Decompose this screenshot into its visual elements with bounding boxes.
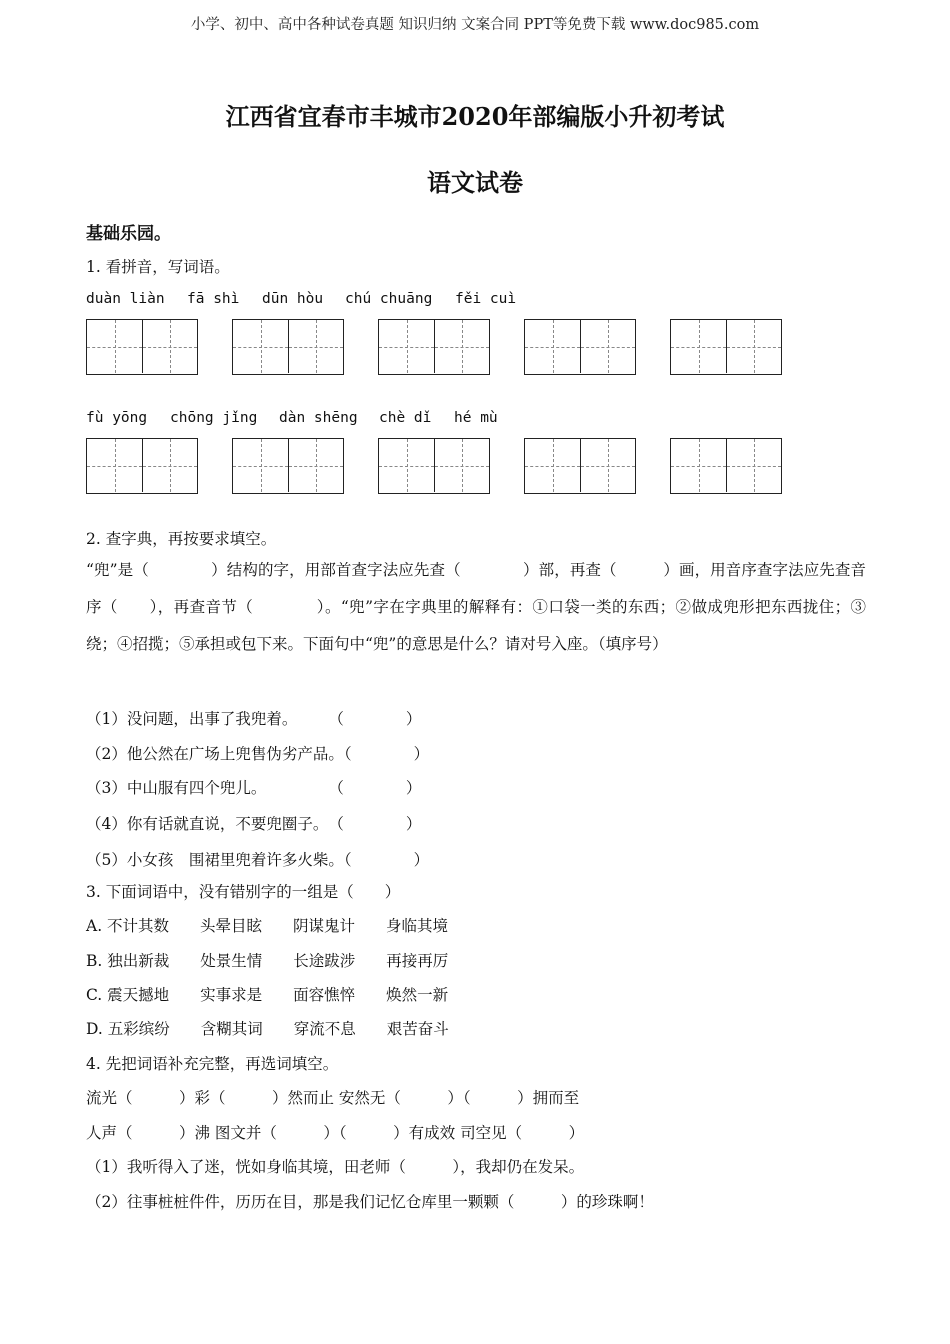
pinyin: chú chuāng [345,291,433,307]
q4-words-line-1: 流光（ ）彩（ ）然而止 安然无（ ）（ ）拥而至 [86,1089,580,1107]
writing-grid[interactable] [670,319,782,375]
q2-paragraph: “兜”是（ ）结构的字，用部首查字法应先查（ ）部，再查（ ）画，用音序查字法应先查音序（ ），再查音节（ ）。“兜”字在字典里的解释有：①口袋一类的东西；②做成兜形把东西拢住；③绕；④招揽；⑤承担或包下来。下面句中“兜”的意思是什么？请对号入座。（填序号） [86,561,866,653]
writing-grid[interactable] [524,319,636,375]
q3-option-d: D. 五彩缤纷 含糊其词 穿流不息 艰苦奋斗 [86,1020,449,1038]
q1-prompt: 1. 看拼音，写词语。 [86,258,230,276]
pinyin: fā shì [187,291,240,307]
q2-prompt: 2. 查字典，再按要求填空。 [86,530,277,548]
writing-grid[interactable] [670,438,782,494]
exam-title: 江西省宜春市丰城市2020年部编版小升初考试 [225,102,725,131]
pinyin: hé mù [454,410,498,426]
pinyin: dàn shēng [279,410,358,426]
q4-sentence-2: （2）往事桩桩件件，历历在目，那是我们记忆仓库里一颗颗（ ）的珍珠啊！ [86,1193,654,1211]
writing-grid[interactable] [86,319,198,375]
pinyin: duàn liàn [86,291,165,307]
page-header: 小学、初中、高中各种试卷真题 知识归纳 文案合同 PPT等免费下载 www.doc985.com [190,17,760,33]
pinyin: fěi cuì [455,291,517,307]
writing-grid[interactable] [524,438,636,494]
exam-subtitle: 语文试卷 [427,168,523,197]
pinyin: fù yōng [86,410,148,426]
q3-prompt: 3. 下面词语中，没有错别字的一组是（ ） [86,883,401,901]
q3-option-b: B. 独出新裁 处景生情 长途跋涉 再接再厉 [86,952,449,970]
writing-grid[interactable] [86,438,198,494]
q4-sentence-1: （1）我听得入了迷，恍如身临其境，田老师（ ），我却仍在发呆。 [86,1158,585,1176]
writing-grid[interactable] [378,319,490,375]
writing-grid[interactable] [378,438,490,494]
q2-item-5: （5）小女孩 围裙里兜着许多火柴。（ ） [86,851,430,869]
q3-option-a: A. 不计其数 头晕目眩 阴谋鬼计 身临其境 [86,917,449,935]
pinyin: chè dǐ [379,410,432,426]
section-heading: 基础乐园。 [86,224,171,244]
q2-item-4: （4）你有话就直说，不要兜圈子。 （ ） [86,815,422,833]
q2-item-1: （1）没问题，出事了我兜着。 （ ） [86,710,422,728]
writing-grid[interactable] [232,438,344,494]
pinyin: chōng jǐng [170,410,258,426]
pinyin: dūn hòu [262,291,324,307]
q4-prompt: 4. 先把词语补充完整，再选词填空。 [86,1055,339,1073]
q2-item-2: （2）他公然在广场上兜售伪劣产品。（ ） [86,745,430,763]
q3-option-c: C. 震天撼地 实事求是 面容憔悴 焕然一新 [86,986,449,1004]
writing-grid[interactable] [232,319,344,375]
q4-words-line-2: 人声（ ）沸 图文并（ ）（ ）有成效 司空见（ ） [86,1124,585,1142]
q2-item-3: （3）中山服有四个兜儿。 （ ） [86,779,422,797]
